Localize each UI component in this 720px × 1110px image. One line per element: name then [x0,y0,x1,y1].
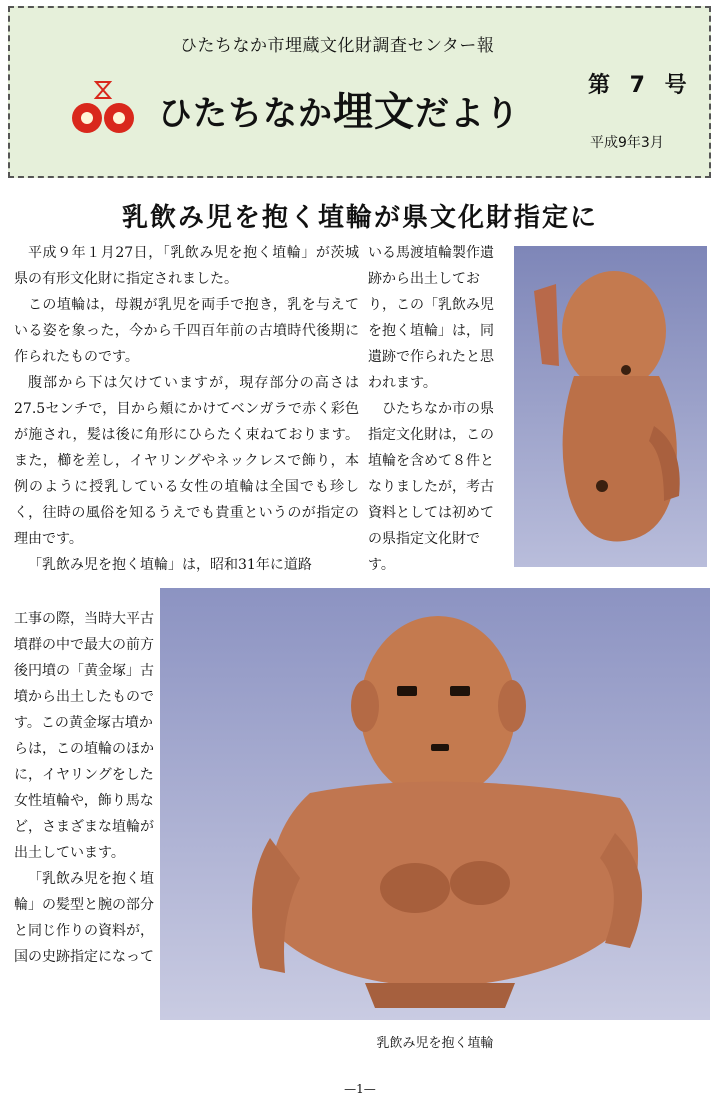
paragraph: いる馬渡埴輪製作遺跡から出土しており，この「乳飲み児を抱く埴輪」は，同遺跡で作られたと思われます。 [368,245,494,391]
paragraph: ひたちなか市の県指定文化財は，この埴輪を含めて８件となりましたが，考古資料としては初めての県指定文化財です。 [368,401,494,573]
paragraph: 平成９年１月27日，「乳飲み児を抱く埴輪」が茨城県の有形文化財に指定されました。 [14,245,359,287]
photo-caption: 乳飲み児を抱く埴輪 [376,1036,494,1051]
page-number: —1— [344,1082,376,1096]
article-column-3 [14,606,158,970]
logo-icon [68,78,138,140]
issue-date: 平成9年3月 [590,135,664,151]
organization-name: ひたちなか市埋蔵文化財調査センター報 [180,36,495,56]
haniwa-front-photo [160,588,710,1020]
article-column-1 [14,240,359,578]
issue-number: 第 7 号 [588,73,693,98]
paragraph: 「乳飲み児を抱く埴輪」の髪型と腕の部分と同じ作りの資料が，国の史跡指定になって [14,871,154,965]
article-column-2 [368,240,506,578]
masthead [8,6,711,178]
paragraph: 「乳飲み児を抱く埴輪」は，昭和31年に道路 [28,557,312,573]
newsletter-title: ひたちなか埋文だより [158,88,520,135]
article-headline: 乳飲み児を抱く埴輪が県文化財指定に [121,203,598,233]
paragraph: 腹部から下は欠けていますが，現存部分の高さは27.5センチで，目から頬にかけてベンガラで赤く彩色が施され，髪は後に角形にひらたく束ねております。また，櫛を差し，イヤリングやネックレスで飾り，本例のように授乳している女性の埴輪は全国でも珍しく，往時の風俗を知るうえでも貴重というのが指定の理由です。 [14,375,359,547]
haniwa-back-photo [514,246,707,567]
paragraph: この埴輪は，母親が乳児を両手で抱き，乳を与えている姿を象った，今から千四百年前の古墳時代後期に作られたものです。 [14,297,359,365]
paragraph: 工事の際，当時大平古墳群の中で最大の前方後円墳の「黄金塚」古墳から出土したものです。この黄金塚古墳からは，この埴輪のほかに，イヤリングをした女性埴輪や，飾り馬など，さまざまな埴輪が出土しています。 [14,611,154,861]
